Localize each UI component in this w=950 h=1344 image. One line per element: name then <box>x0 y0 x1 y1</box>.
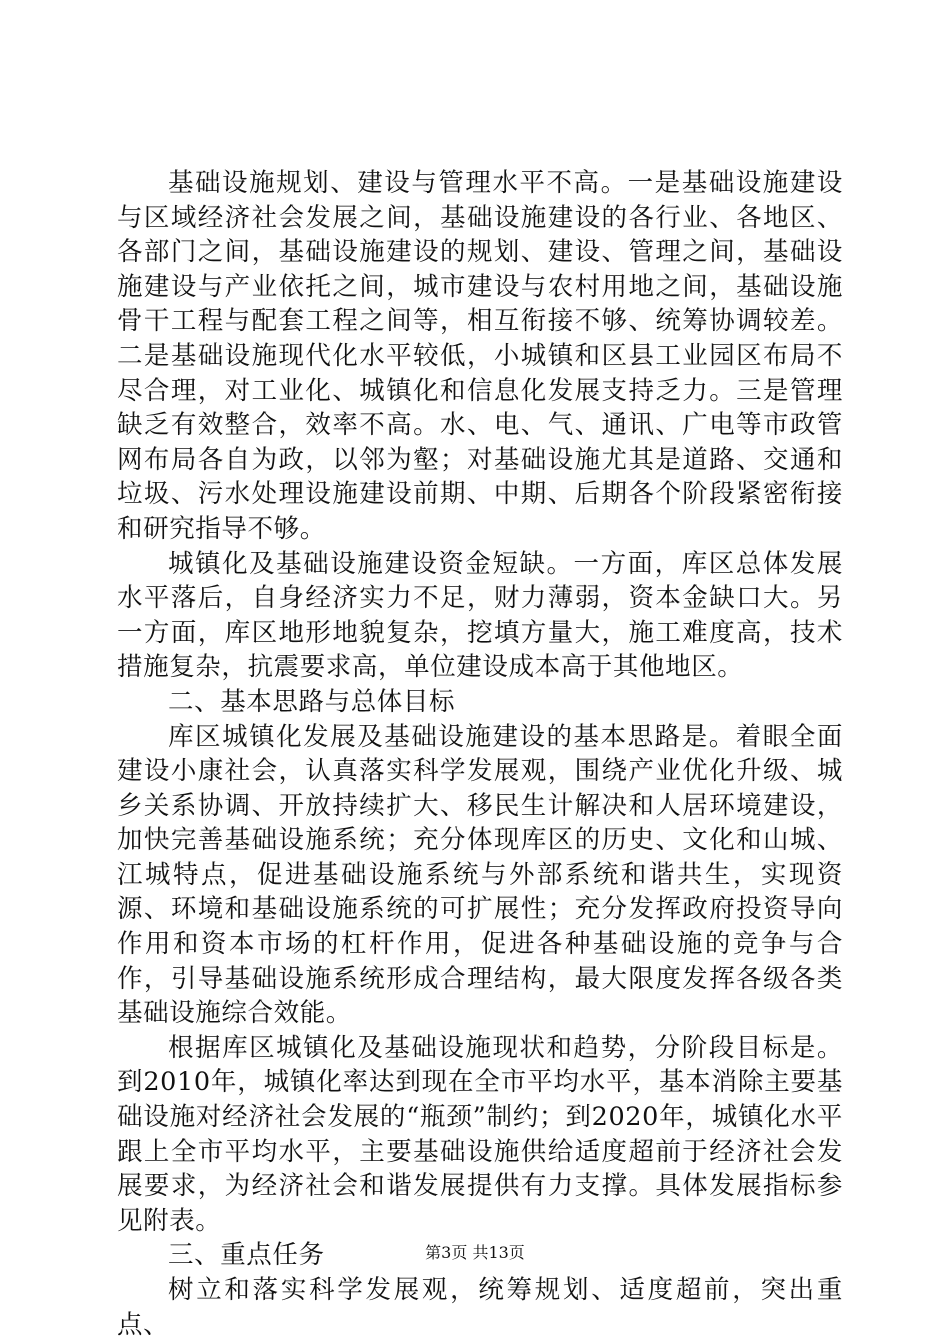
document-body <box>117 166 843 1342</box>
page-footer: 第3页 共13页 <box>425 1243 525 1262</box>
paragraph-infrastructure-management: 基础设施规划、建设与管理水平不高。一是基础设施建设与区域经济社会发展之间，基础设施建设的各行业、各地区、各部门之间，基础设施建设的规划、建设、管理之间，基础设施建设与产业依托之间，城市建设与农村用地之间，基础设施骨干工程与配套工程之间等，相互衔接不够、统筹协调较差。二是基础设施现代化水平较低，小城镇和区县工业园区布局不尽合理，对工业化、城镇化和信息化发展支持乏力。三是管理缺乏有效整合，效率不高。水、电、气、通讯、广电等市政管网布局各自为政，以邻为壑；对基础设施尤其是道路、交通和垃圾、污水处理设施建设前期、中期、后期各个阶段紧密衔接和研究指导不够。 <box>117 168 843 544</box>
paragraph-phased-goals: 根据库区城镇化及基础设施现状和趋势，分阶段目标是。到2010年，城镇化率达到现在全市平均水平，基本消除主要基础设施对经济社会发展的“瓶颈”制约；到2020年，城镇化水平跟上全市平均水平，主要基础设施供给适度超前于经济社会发展要求，为经济社会和谐发展提供有力支撑。具体发展指标参见附表。 <box>117 1032 843 1236</box>
section-heading-key-tasks: 三、重点任务 <box>168 1240 325 1271</box>
section-heading-basic-approach: 二、基本思路与总体目标 <box>168 686 456 717</box>
paragraph-basic-approach: 库区城镇化发展及基础设施建设的基本思路是。着眼全面建设小康社会，认真落实科学发展观，围绕产业优化升级、城乡关系协调、开放持续扩大、移民生计解决和人居环境建设，加快完善基础设施系统；充分体现库区的历史、文化和山城、江城特点，促进基础设施系统与外部系统和谐共生，实现资源、环境和基础设施系统的可扩展性；充分发挥政府投资导向作用和资本市场的杠杆作用，促进各种基础设施的竞争与合作，引导基础设施系统形成合理结构，最大限度发挥各级各类基础设施综合效能。 <box>117 721 843 1029</box>
paragraph-funding-shortage: 城镇化及基础设施建设资金短缺。一方面，库区总体发展水平落后，自身经济实力不足，财力薄弱，资本金缺口大。另一方面，库区地形地貌复杂，挖填方量大，施工难度高，技术措施复杂，抗震要求高，单位建设成本高于其他地区。 <box>117 548 843 683</box>
paragraph-key-tasks: 树立和落实科学发展观，统筹规划、适度超前，突出重点、 <box>117 1275 843 1340</box>
